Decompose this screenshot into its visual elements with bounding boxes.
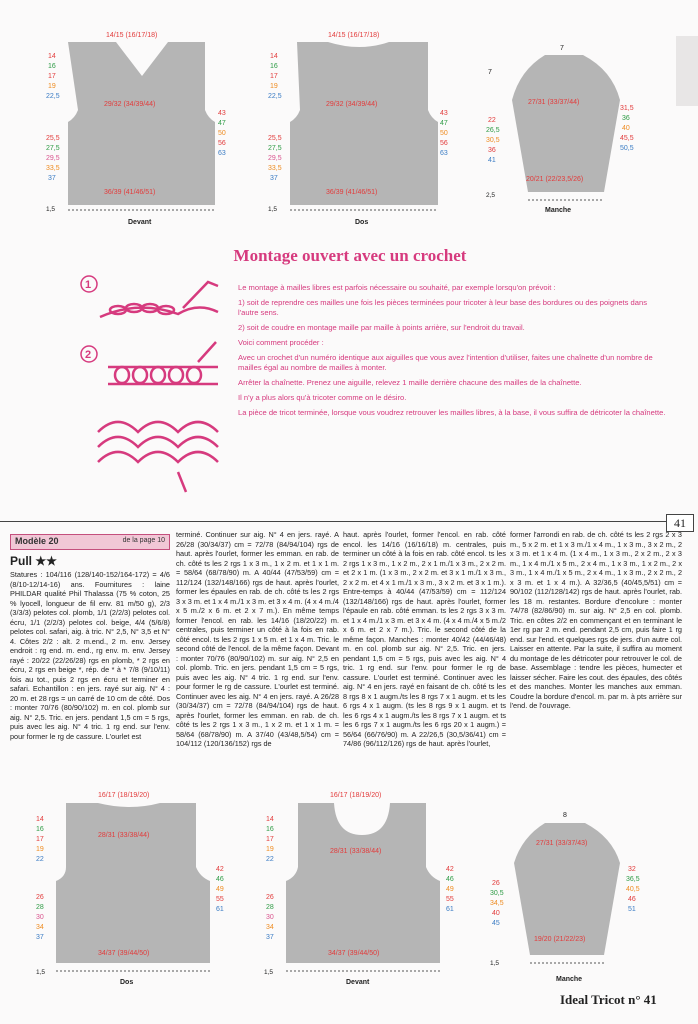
svg-text:19: 19 — [48, 83, 56, 90]
svg-text:28/31 (33/38/44): 28/31 (33/38/44) — [98, 832, 150, 839]
devant-width-measure: 29/32 (34/39/44) — [104, 101, 156, 108]
svg-text:16/17 (18/19/20): 16/17 (18/19/20) — [330, 792, 382, 799]
svg-text:27/31 (33/37/43): 27/31 (33/37/43) — [536, 840, 588, 847]
svg-text:14/15 (16/17/18): 14/15 (16/17/18) — [328, 32, 380, 39]
diagram-manche-top — [486, 45, 634, 214]
svg-text:22: 22 — [36, 856, 44, 863]
svg-text:22,5: 22,5 — [268, 93, 282, 100]
svg-text:30: 30 — [266, 914, 274, 921]
svg-text:1,5: 1,5 — [46, 206, 56, 213]
svg-text:34/37 (39/44/50): 34/37 (39/44/50) — [98, 950, 150, 957]
svg-text:30,5: 30,5 — [486, 137, 500, 144]
svg-text:42: 42 — [216, 866, 224, 873]
svg-text:8: 8 — [563, 812, 567, 819]
svg-text:22: 22 — [488, 117, 496, 124]
svg-text:46: 46 — [446, 876, 454, 883]
svg-text:36/39 (41/46/51): 36/39 (41/46/51) — [326, 189, 378, 196]
footer: Ideal Tricot n° 41 — [560, 992, 657, 1007]
diagram-manche-bottom — [490, 812, 640, 983]
svg-text:51: 51 — [628, 906, 636, 913]
diagram-devant-bottom — [264, 792, 454, 986]
diagram-devant-top — [46, 32, 226, 226]
svg-text:26: 26 — [36, 894, 44, 901]
svg-text:28: 28 — [36, 904, 44, 911]
svg-text:37: 37 — [270, 175, 278, 182]
diagram-dos-bottom — [36, 792, 224, 986]
crochet-illustration — [78, 272, 238, 497]
svg-text:17: 17 — [36, 836, 44, 843]
crochet-p1: Le montage à mailles libres est parfois nécessaire ou souhaité, par exemple lorsqu'on prévoit : — [238, 283, 556, 292]
svg-text:25,5: 25,5 — [268, 135, 282, 142]
svg-text:25,5: 25,5 — [46, 135, 60, 142]
svg-text:34: 34 — [36, 924, 44, 931]
svg-text:30,5: 30,5 — [490, 890, 504, 897]
pattern-col-1: Statures : 104/116 (128/140-152/164-172) = 4/6 (8/10-12/14-16) ans. Fournitures : laine PHILDAR qualité Phil Thalassa (75 % coton, 25 % lyocell, longueur de fil env. 81 m/50 g), 2/3 (3/3/3) pelotes col. plomb, 1/1 (2/2/3) pelotes col. écru, 1/1 (2/2/3) pelotes col. beige, 4/4 (5/6/8) pelotes col. safari, aig. à tric. N° 2,5, N° 3,5 et N° 4. Côtes 2/2 : alt. 2 m.end., 2 m. env. Jersey endroit : rg end. m. end., rg env. m. env. Jersey rayé : 20/22 (22/26/28) rgs en plomb, * 2 rgs en écru, 2 rgs en beige *, rép. de * à * 7/8 (9/10/11) fois au tot., puis 2 rgs en écru et terminer en safari. Echantillon : en jers. rayé sur aig. N° 4 : 20 m. et 28 rgs = un carré de 10 cm de côté. Dos : monter 70/76 (80/90/102) m. en col. plomb sur aig. N° 2,5. Tric. en jers. pendant 1,5 cm = 5 rgs, puis avec les aig. N° 4 tric. 1 rg end. sur l'env. pour former le rg de cassure. L'ourlet est — [10, 570, 170, 741]
svg-text:61: 61 — [446, 906, 454, 913]
svg-text:14: 14 — [266, 816, 274, 823]
svg-text:50: 50 — [440, 130, 448, 137]
svg-text:28: 28 — [266, 904, 274, 911]
step-1: 1 — [85, 279, 92, 291]
svg-text:29,5: 29,5 — [46, 155, 60, 162]
svg-text:63: 63 — [440, 150, 448, 157]
svg-text:34,5: 34,5 — [490, 900, 504, 907]
svg-text:63: 63 — [218, 150, 226, 157]
bottom-diagrams — [0, 785, 698, 990]
svg-text:43: 43 — [218, 110, 226, 117]
svg-text:19: 19 — [266, 846, 274, 853]
pattern-col-2: terminé. Continuer sur aig. N° 4 en jers. rayé. A 26/28 (30/34/37) cm = 72/78 (84/94/104) rgs de haut. après l'ourlet, former les emman. en rab. de ch. côté ts les 2 rgs 1 x 3 m., 1 x 2 m. et 1 x 1 m. = 58/64 (68/78/90) m. A 40/44 (47/53/59) cm = 112/124 (132/148/166) rgs de haut. après l'ourlet, former les épaules en rab. de ch. côté ts les 2 rgs 3 x 3 m. et 1 x 4 m./1 x 3 m. et 3 x 4 m. (4 x 4 m./4 x 5 m./2 x 6 m. et 2 x 7 m.). En même temps former l'encol. en rab. les 14/16 (18/20/22) m. centrales, puis terminer un côté à la fois en rab. côté encol. ts les 2 rgs 1 x 5 m. et 1 x 4 m. Tric. le second côté de l'encol. de la même façon. Devant : monter 70/76 (80/90/102) m. sur aig. N° 2,5 en col. plomb. Tric. en jers. pendant 1,5 cm = 5 rgs, puis avec les aig. N° 4 tric. 1 rg end. sur l'env. pour former le rg de cassure. L'ourlet est terminé. Continuer avec les aig. N° 4 en jers. rayé. A 26/28 (30/34/37) cm = 72/78 (84/94/104) rgs de haut. après l'ourlet, former les emman. en rab. de ch. côté ts les 2 rgs 1 x 3 m., 1 x 2 m. et 1 x 1 m. = 58/64 (68/78/90) m. A 37/40 (43/48,5/54) cm = 104/112 (120/136/152) rgs de — [176, 530, 339, 748]
svg-text:14: 14 — [270, 53, 278, 60]
svg-text:45: 45 — [492, 920, 500, 927]
crochet-p3: 2) soit de coudre en montage maille par maille à points arrière, sur l'endroit du travail. — [238, 323, 525, 332]
svg-text:16: 16 — [36, 826, 44, 833]
svg-text:50,5: 50,5 — [620, 145, 634, 152]
svg-text:49: 49 — [446, 886, 454, 893]
svg-text:42: 42 — [446, 866, 454, 873]
crochet-text — [238, 283, 668, 423]
svg-text:46: 46 — [628, 896, 636, 903]
svg-text:16: 16 — [266, 826, 274, 833]
svg-text:47: 47 — [218, 120, 226, 127]
svg-text:29,5: 29,5 — [268, 155, 282, 162]
crochet-p7: Il n'y a plus alors qu'à tricoter comme on le désiro. — [238, 393, 407, 402]
step-2: 2 — [85, 349, 92, 361]
crochet-p4: Voici comment procéder : — [238, 338, 324, 347]
svg-text:19: 19 — [36, 846, 44, 853]
svg-text:41: 41 — [488, 157, 496, 164]
svg-text:61: 61 — [216, 906, 224, 913]
svg-text:37: 37 — [36, 934, 44, 941]
svg-text:37: 37 — [266, 934, 274, 941]
svg-text:17: 17 — [270, 73, 278, 80]
page-number: 41 — [666, 514, 694, 532]
svg-text:56: 56 — [218, 140, 226, 147]
svg-text:45,5: 45,5 — [620, 135, 634, 142]
svg-text:17: 17 — [266, 836, 274, 843]
svg-text:30: 30 — [36, 914, 44, 921]
svg-text:26: 26 — [266, 894, 274, 901]
svg-text:34: 34 — [266, 924, 274, 931]
svg-text:16: 16 — [48, 63, 56, 70]
svg-text:36: 36 — [622, 115, 630, 122]
svg-text:Dos: Dos — [120, 979, 134, 986]
top-diagrams — [0, 0, 698, 235]
svg-text:1,5: 1,5 — [490, 960, 500, 967]
svg-text:27,5: 27,5 — [46, 145, 60, 152]
svg-text:19: 19 — [270, 83, 278, 90]
svg-text:46: 46 — [216, 876, 224, 883]
crochet-p2: 1) soit de reprendre ces mailles une fois les pièces terminées pour tricoter à leur base des bordures ou des poignets dans l'autre sens. — [238, 298, 648, 317]
svg-text:7: 7 — [488, 69, 492, 76]
svg-text:31,5: 31,5 — [620, 105, 634, 112]
crochet-p6: Arrêter la chaînette. Prenez une aiguille, relevez 1 maille derrière chacune des mailles de la chaînette. — [238, 378, 582, 387]
devant-bottom-measure: 36/39 (41/46/51) — [104, 189, 156, 196]
svg-text:29/32 (34/39/44): 29/32 (34/39/44) — [326, 101, 378, 108]
svg-text:49: 49 — [216, 886, 224, 893]
crochet-title: Montage ouvert avec un crochet — [233, 246, 467, 265]
svg-text:1,5: 1,5 — [36, 969, 46, 976]
model-ref: de la page 10 — [122, 537, 165, 544]
svg-text:50: 50 — [218, 130, 226, 137]
svg-text:14: 14 — [36, 816, 44, 823]
svg-text:33,5: 33,5 — [268, 165, 282, 172]
svg-text:20/21 (22/23,5/26): 20/21 (22/23,5/26) — [526, 176, 584, 183]
svg-text:47: 47 — [440, 120, 448, 127]
dos-label: Dos — [355, 219, 369, 226]
svg-text:1,5: 1,5 — [264, 969, 274, 976]
svg-text:Devant: Devant — [346, 979, 370, 986]
crochet-p8: La pièce de tricot terminée, lorsque vous voudrez retrouver les mailles libres, à la base, il vous suffira de détricoter la chaînette. — [238, 408, 666, 417]
svg-text:40: 40 — [622, 125, 630, 132]
svg-text:33,5: 33,5 — [46, 165, 60, 172]
svg-text:Manche: Manche — [556, 976, 583, 983]
svg-text:34/37 (39/44/50): 34/37 (39/44/50) — [328, 950, 380, 957]
pattern-col-4: former l'arrondi en rab. de ch. côté ts les 2 rgs 2 x 3 m., 5 x 2 m. et 1 x 3 m./1 x 4 m., 1 x 3 m., 3 x 2 m., 2 x 3 m. et 1 x 4 m. (1 x 4 m., 1 x 3 m., 2 x 2 m., 2 x 3 m., 1 x 4 m./1 x 5 m., 2 x 4 m., 1 x 3 m., 1 x 2 m., 2 x 3 m., 1 x 4 m./1 x 5 m., 2 x 4 m., 1 x 3 m., 2 x 2 m., 2 x 3 m. et 1 x 4 m.). A 32/36,5 (40/45,5/51) cm = 90/102 (112/128/142) rgs de haut. après l'ourlet, rab. les 18 m. restantes. Bordure d'encolure : monter 74/78 (82/86/90) m. sur aig. N° 2,5 en col. plomb. Tric. en côtes 2/2 en commençant et en terminant le 1er rg par 2 m. end. pendant 2,5 cm, puis faire 1 rg end. sur l'end. et quelques rgs de jers. d'un autre col. Laisser en attente. Par la suite, il suffira au moment du montage de les détricoter pour retrouver le col. de base. Assemblage : tendre les pièces, humecter et laisser sécher. Faire les cout. des épaules, des côtés et des manches. Monter les manches aux emman. Coudre la bordure d'encol. m. par m. à pts arrière sur l'end. de l'ouvrage. — [510, 530, 682, 710]
svg-text:55: 55 — [446, 896, 454, 903]
svg-text:22,5: 22,5 — [46, 93, 60, 100]
model-header — [10, 534, 170, 550]
svg-text:27/31 (33/37/44): 27/31 (33/37/44) — [528, 99, 580, 106]
svg-text:16/17 (18/19/20): 16/17 (18/19/20) — [98, 792, 150, 799]
svg-text:36,5: 36,5 — [626, 876, 640, 883]
svg-text:43: 43 — [440, 110, 448, 117]
svg-text:1,5: 1,5 — [268, 206, 278, 213]
svg-text:7: 7 — [560, 45, 564, 52]
svg-text:22: 22 — [266, 856, 274, 863]
svg-text:40,5: 40,5 — [626, 886, 640, 893]
model-label: Modèle 20 — [15, 536, 59, 546]
crochet-p5: Avec un crochet d'un numéro identique aux aiguilles que vous avez l'intention d'utiliser, faites une chaînette d'un nombre de mailles égal au nombre de mailles à monter. — [238, 353, 653, 372]
svg-text:19/20 (21/22/23): 19/20 (21/22/23) — [534, 936, 586, 943]
manche-label: Manche — [545, 207, 572, 214]
svg-text:56: 56 — [440, 140, 448, 147]
pull-title: Pull ★★ — [10, 554, 57, 568]
svg-text:40: 40 — [492, 910, 500, 917]
svg-text:28/31 (33/38/44): 28/31 (33/38/44) — [330, 848, 382, 855]
devant-label: Devant — [128, 219, 152, 226]
devant-top-measure: 14/15 (16/17/18) — [106, 32, 158, 39]
divider — [0, 521, 668, 522]
svg-text:55: 55 — [216, 896, 224, 903]
pattern-col-3: haut. après l'ourlet, former l'encol. en rab. côté encol. les 14/16 (16/16/18) m. centrales, puis terminer un côté à la fois en rab. côté encol. ts les 2 rgs 1 x 3 m., 1 x 2 m., 2 x 1 m./1 x 3 m., 2 x 2 m. et 2 x 1 m. (1 x 3 m., 2 x 2 m. et 3 x 1 m./1 x 3 m., 2 x 2 m. et 4 x 1 m./1 x 3 m., 3 x 2 m. et 3 x 1 m.). Entre-temps à 40/44 (47/53/59) cm = 112/124 (132/148/166) rgs de haut. après l'ourlet, former l'épaule en rab. côté emman. ts les 2 rgs 3 x 3 m. et 1 x 4 m./1 x 3 m. et 3 x 4 m. (4 x 4 m./4 x 5 m./2 x 6 m. et 2 x 7 m.). Tric. le second côté de la même façon. Manches : monter 40/42 (44/46/48) m. en col. plomb sur aig. N° 2,5. Tric. en jers. pendant 1,5 cm = 5 rgs, puis avec les aig. N° 4 tric. 1 rg end. sur l'env. pour former le rg de cassure. L'ourlet est terminé. Continuer avec les aig. N° 4 en jers. rayé en faisant de ch. côté ts les 8 rgs 8 x 1 augm./ts les 8 rgs 7 x 1 augm. et ts les 6 rgs 4 x 1 augm. (ts les 8 rgs 9 x 1 augm. et ts les 6 rgs 4 x 1 augm./ts les 8 rgs 7 x 1 augm. et ts les 6 rgs 7 x 1 augm./ts les 6 rgs 20 x 1 augm.) = 56/64 (66/76/90) m. A 22/26,5 (30,5/36/41) cm = 74/86 (96/112/126) rgs de haut. après l'ourlet, — [343, 530, 506, 748]
svg-text:2,5: 2,5 — [486, 192, 496, 199]
svg-text:26,5: 26,5 — [486, 127, 500, 134]
svg-text:32: 32 — [628, 866, 636, 873]
svg-text:14: 14 — [48, 53, 56, 60]
svg-text:26: 26 — [492, 880, 500, 887]
svg-text:37: 37 — [48, 175, 56, 182]
svg-text:27,5: 27,5 — [268, 145, 282, 152]
svg-text:16: 16 — [270, 63, 278, 70]
svg-text:36: 36 — [488, 147, 496, 154]
diagram-dos-top — [268, 32, 448, 226]
svg-text:17: 17 — [48, 73, 56, 80]
